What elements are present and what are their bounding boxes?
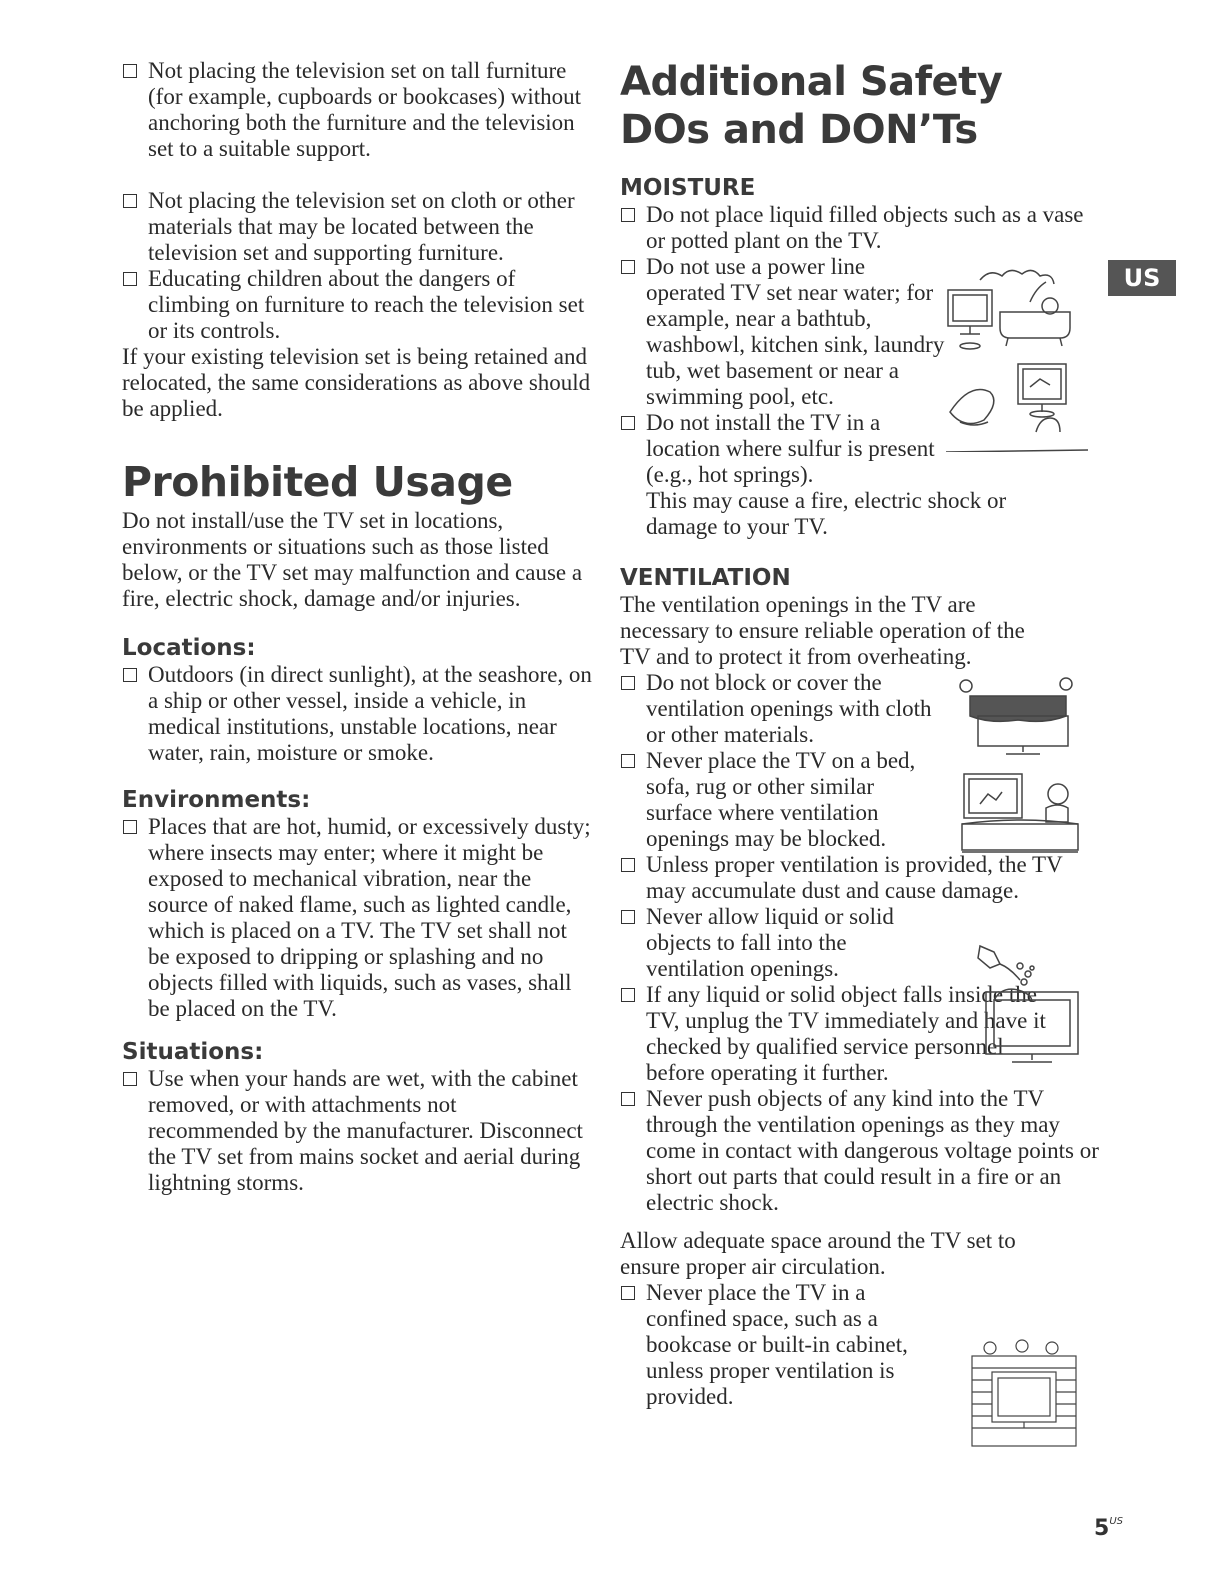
tv-covered-cloth-illustration — [948, 672, 1078, 762]
list-item: Not placing the television set on cloth or other materials that may be located between the television set and supporting furniture. — [122, 188, 592, 266]
ventilation-heading: VENTILATION — [620, 565, 791, 591]
list-item: Never place the TV on a bed, sofa, rug or other similar surface where ventilation openings may be blocked. — [620, 748, 936, 852]
list-item: Educating children about the dangers of climbing on furniture to reach the television set or its controls. — [122, 266, 592, 344]
checkbox-bullet-icon — [123, 64, 137, 78]
ventilation-intro: The ventilation openings in the TV are necessary to ensure reliable operation of the TV and to protect it from overheating. — [620, 592, 1025, 669]
checkbox-bullet-icon — [123, 194, 137, 208]
checkbox-bullet-icon — [123, 668, 137, 682]
checkbox-bullet-icon — [621, 988, 635, 1002]
region-tab: US — [1108, 260, 1176, 296]
moisture-note: This may cause a fire, electric shock or damage to your TV. — [646, 488, 1007, 539]
checkbox-bullet-icon — [621, 416, 635, 430]
checkbox-bullet-icon — [621, 754, 635, 768]
list-item: Unless proper ventilation is provided, the TV may accumulate dust and cause damage. — [620, 852, 1106, 904]
list-item: Do not install the TV in a location where sulfur is present (e.g., hot springs). — [620, 410, 946, 488]
locations-heading: Locations: — [122, 635, 256, 661]
additional-safety-title: Additional Safety DOs and DON’Ts — [620, 59, 1003, 153]
liquid-into-tv-illustration — [972, 938, 1082, 1068]
list-item: Never push objects of any kind into the TV through the ventilation openings as they may come in contact with dangerous voltage points or short out parts that could result in a fire or an electric shock. — [620, 1086, 1111, 1216]
list-item: Outdoors (in direct sunlight), at the seashore, on a ship or other vessel, inside a vehicle, in medical institutions, unstable locations, near water, rain, moisture or smoke. — [122, 662, 592, 766]
list-item: Do not block or cover the ventilation openings with cloth or other materials. — [620, 670, 936, 748]
list-item: Do not place liquid filled objects such as a vase or potted plant on the TV. — [620, 202, 1086, 254]
moisture-heading: MOISTURE — [620, 175, 756, 201]
list-item: Never place the TV in a confined space, such as a bookcase or built-in cabinet, unless proper ventilation is provided. — [620, 1280, 946, 1410]
checkbox-bullet-icon — [123, 820, 137, 834]
list-item: Do not use a power line operated TV set near water; for example, near a bathtub, washbowl, kitchen sink, laundry tub, wet basement or near a swimming pool, etc. — [620, 254, 946, 410]
list-item: If any liquid or solid object falls inside the TV, unplug the TV immediately and have it checked by qualified service personnel before operating it further. — [620, 982, 1066, 1086]
tv-on-sofa-illustration — [950, 764, 1085, 859]
prohibited-usage-title: Prohibited Usage — [122, 458, 513, 506]
prohibited-usage-text: Do not install/use the TV set in locations, environments or situations such as those listed below, or the TV set may malfunction and cause a fire, electric shock, damage and/or injuries. — [122, 508, 583, 611]
situations-heading: Situations: — [122, 1039, 264, 1065]
checkbox-bullet-icon — [621, 208, 635, 222]
list-item: Use when your hands are wet, with the cabinet removed, or with attachments not recommended by the manufacturer. Disconnect the TV set from mains socket and aerial during lightning storms. — [122, 1066, 592, 1196]
tv-near-water-illustration — [940, 262, 1090, 452]
checkbox-bullet-icon — [123, 272, 137, 286]
checkbox-bullet-icon — [621, 260, 635, 274]
checkbox-bullet-icon — [123, 1072, 137, 1086]
relocation-paragraph: If your existing television set is being retained and relocated, the same considerations as above should be applied. — [122, 344, 591, 421]
checkbox-bullet-icon — [621, 676, 635, 690]
list-item: Not placing the television set on tall furniture (for example, cupboards or bookcases) without anchoring both the furniture and the television set to a suitable support. — [122, 58, 592, 188]
tv-in-cabinet-illustration — [966, 1338, 1082, 1450]
checkbox-bullet-icon — [621, 910, 635, 924]
checkbox-bullet-icon — [621, 1092, 635, 1106]
checkbox-bullet-icon — [621, 858, 635, 872]
page-number: $5^{US}$ — [1094, 1516, 1123, 1541]
checkbox-bullet-icon — [621, 1286, 635, 1300]
environments-heading: Environments: — [122, 787, 311, 813]
left-column — [122, 58, 592, 1196]
space-paragraph: Allow adequate space around the TV set to ensure proper air circulation. — [620, 1228, 1016, 1279]
list-item: Never allow liquid or solid objects to fall into the ventilation openings. — [620, 904, 946, 982]
list-item: Places that are hot, humid, or excessively dusty; where insects may enter; where it might be exposed to mechanical vibration, near the source of naked flame, such as lighted candle, which is placed on a TV. The TV set shall not be exposed to dripping or splashing and no objects filled with liquids, such as vases, shall be placed on the TV. — [122, 814, 592, 1022]
